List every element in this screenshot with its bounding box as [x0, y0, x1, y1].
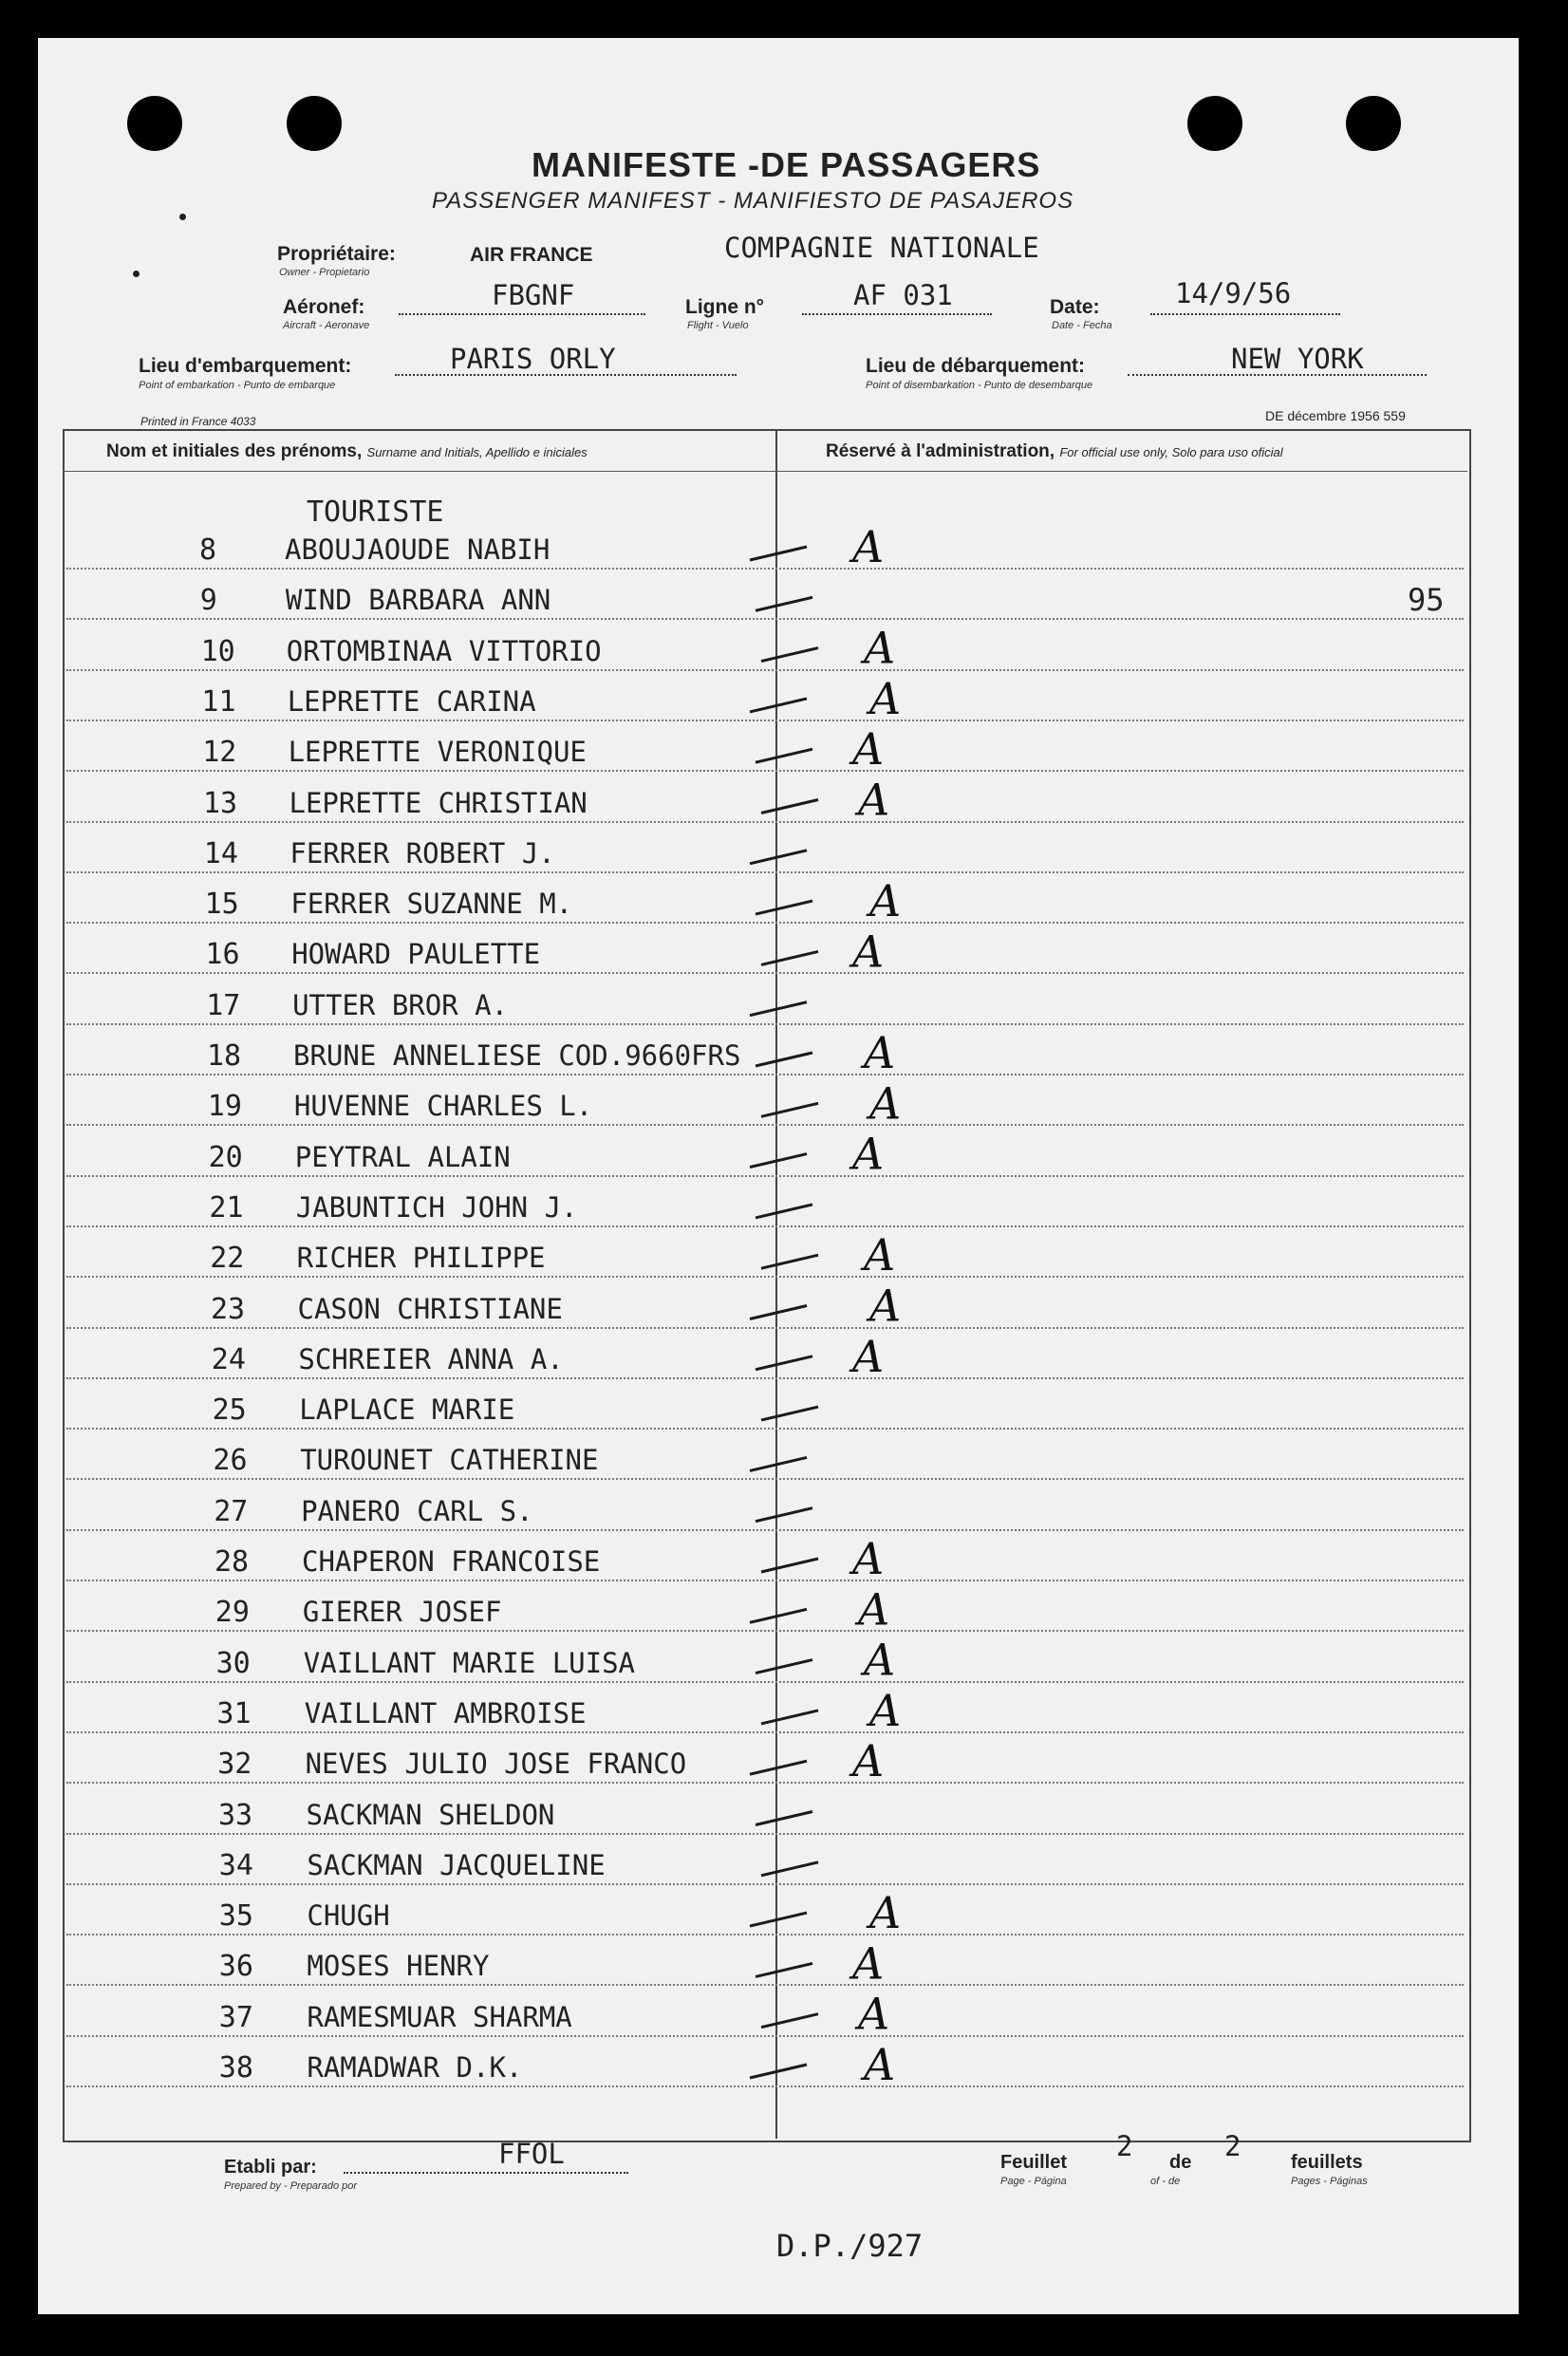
side-note: 95: [1408, 582, 1445, 618]
passenger-name: VAILLANT AMBROISE: [304, 1696, 587, 1730]
prepared-value: FFOL: [498, 2138, 565, 2170]
check-stroke: [756, 1963, 812, 1976]
admin-mark: A: [869, 875, 902, 927]
prepared-label: Etabli par:: [224, 2157, 317, 2178]
passenger-number: 16: [205, 938, 240, 972]
passenger-number: 25: [212, 1393, 247, 1428]
page-title: MANIFESTE -DE PASSAGERS: [532, 145, 1041, 184]
passenger-name: MOSES HENRY: [307, 1950, 490, 1983]
admin-mark: A: [852, 1533, 885, 1584]
aircraft-sublabel: Aircraft - Aeronave: [283, 320, 370, 331]
admin-mark: A: [869, 672, 902, 724]
check-stroke: [756, 1205, 812, 1218]
passenger-number: 11: [201, 684, 236, 719]
document-reference: D.P./927: [776, 2228, 924, 2264]
header-admin-label: Réservé à l'administration,: [826, 441, 1055, 461]
passenger-name: BRUNE ANNELIESE COD.9660FRS: [293, 1039, 741, 1072]
passenger-name: JABUNTICH JOHN J.: [295, 1190, 578, 1224]
admin-mark: A: [869, 1684, 902, 1736]
admin-mark: A: [864, 1229, 896, 1281]
check-stroke: [750, 1761, 807, 1774]
passenger-name: GIERER JOSEF: [302, 1596, 502, 1629]
passenger-number: 30: [215, 1646, 251, 1680]
passenger-name: FERRER ROBERT J.: [289, 836, 555, 869]
passenger-number: 13: [203, 786, 238, 820]
check-stroke: [761, 800, 818, 813]
admin-mark: A: [852, 723, 885, 776]
admin-mark: A: [852, 1128, 885, 1180]
passenger-number: 27: [214, 1494, 249, 1528]
check-stroke: [756, 749, 812, 762]
embarkation-value: PARIS ORLY: [450, 343, 616, 375]
passenger-name: ABOUJAOUDE NABIH: [285, 533, 551, 566]
passenger-number: 18: [207, 1039, 242, 1073]
passenger-name: CHAPERON FRANCOISE: [302, 1545, 601, 1578]
passenger-name: SCHREIER ANNA A.: [298, 1342, 564, 1375]
date-label: Date:: [1050, 296, 1100, 318]
check-stroke: [750, 1306, 807, 1319]
passenger-number: 34: [218, 1848, 253, 1882]
passenger-name: PANERO CARL S.: [301, 1494, 533, 1527]
admin-mark: A: [864, 2039, 896, 2090]
admin-mark: A: [852, 1937, 885, 1990]
passenger-number: 15: [204, 888, 239, 922]
of-sublabel: of - de: [1150, 2176, 1181, 2187]
sheets-sublabel: Pages - Páginas: [1291, 2176, 1368, 2187]
passenger-name: LEPRETTE VERONIQUE: [288, 736, 587, 769]
flight-sublabel: Flight - Vuelo: [687, 320, 749, 331]
admin-mark: A: [852, 1330, 885, 1382]
check-stroke: [750, 1002, 807, 1016]
admin-mark: A: [852, 1735, 885, 1787]
passenger-number: 22: [210, 1242, 245, 1276]
passenger-number: 10: [200, 634, 235, 668]
passenger-name: LEPRETTE CARINA: [287, 684, 536, 718]
passenger-number: 35: [218, 1899, 253, 1934]
passenger-name: RICHER PHILIPPE: [296, 1242, 546, 1275]
check-stroke: [761, 1103, 818, 1116]
check-stroke: [761, 2014, 818, 2028]
check-stroke: [750, 851, 807, 864]
check-stroke: [756, 1508, 812, 1522]
aircraft-label: Aéronef:: [283, 296, 365, 318]
passenger-name: WIND BARBARA ANN: [285, 584, 551, 617]
owner-sublabel: Owner - Propietario: [279, 267, 370, 278]
passenger-name: HOWARD PAULETTE: [291, 938, 541, 971]
passenger-number: 28: [215, 1545, 250, 1579]
header-name-sublabel: Surname and Initials, Apellido e iniciales: [366, 445, 588, 459]
sheet-label: Feuillet: [1000, 2152, 1068, 2173]
passenger-number: 33: [218, 1798, 253, 1832]
sheets-label: feuillets: [1291, 2152, 1363, 2173]
date-value: 14/9/56: [1175, 277, 1292, 309]
printed-note: Printed in France 4033: [140, 415, 256, 428]
admin-mark: A: [869, 1280, 902, 1332]
passenger-number: 17: [206, 988, 241, 1022]
passenger-number: 14: [203, 836, 238, 870]
passenger-name: UTTER BROR A.: [292, 988, 509, 1021]
check-stroke: [750, 1913, 807, 1926]
check-stroke: [761, 648, 818, 662]
admin-mark: A: [852, 521, 885, 572]
passenger-number: 32: [217, 1748, 252, 1782]
embarkation-sublabel: Point of embarkation - Punto de embarque: [139, 380, 336, 391]
passenger-name: ORTOMBINAA VITTORIO: [286, 634, 602, 667]
admin-mark: A: [852, 926, 885, 978]
passenger-name: PEYTRAL ALAIN: [294, 1140, 511, 1173]
passenger-number: 36: [218, 1950, 253, 1984]
header-name-label: Nom et initiales des prénoms,: [106, 441, 363, 461]
decree-note: DE décembre 1956 559: [1265, 408, 1406, 423]
passenger-number: 23: [211, 1292, 246, 1326]
disembarkation-label: Lieu de débarquement:: [866, 355, 1086, 377]
admin-mark: A: [869, 1077, 902, 1130]
passenger-number: 20: [208, 1140, 243, 1174]
prepared-underline: [344, 2172, 628, 2174]
admin-mark: A: [864, 1634, 896, 1686]
passenger-number: 21: [209, 1190, 244, 1225]
sheet-sublabel: Page - Página: [1000, 2176, 1067, 2187]
check-stroke: [750, 547, 807, 560]
passenger-number: 37: [218, 2000, 253, 2034]
check-stroke: [750, 1154, 807, 1168]
flight-value: AF 031: [853, 279, 953, 311]
check-stroke: [756, 1356, 812, 1370]
admin-mark: A: [858, 1988, 890, 2040]
check-stroke: [756, 1053, 812, 1066]
check-stroke: [761, 1711, 818, 1724]
passenger-number: 26: [213, 1444, 248, 1478]
passenger-number: 24: [211, 1342, 246, 1376]
aircraft-value: FBGNF: [492, 279, 575, 311]
check-stroke: [750, 2065, 807, 2078]
section-label: TOURISTE: [307, 496, 444, 529]
admin-mark: A: [858, 1583, 890, 1636]
passenger-name: RAMESMUAR SHARMA: [307, 2000, 572, 2033]
embarkation-label: Lieu d'embarquement:: [139, 355, 352, 377]
passenger-number: 12: [202, 736, 237, 770]
admin-mark: A: [858, 774, 890, 826]
sheet-number: 2: [1116, 2130, 1133, 2162]
passenger-number: 29: [215, 1596, 250, 1630]
check-stroke: [761, 951, 818, 964]
passenger-number: 31: [216, 1696, 252, 1730]
check-stroke: [761, 1255, 818, 1268]
header-admin-sublabel: For official use only, Solo para uso oficial: [1059, 445, 1283, 459]
passenger-name: SACKMAN JACQUELINE: [307, 1848, 606, 1881]
passenger-name: VAILLANT MARIE LUISA: [303, 1646, 635, 1679]
admin-mark: A: [864, 622, 896, 674]
check-stroke: [750, 699, 807, 712]
passenger-number: 19: [207, 1090, 242, 1124]
passenger-name: SACKMAN SHELDON: [306, 1798, 555, 1831]
passenger-number: 38: [218, 2051, 253, 2085]
check-stroke: [750, 1457, 807, 1470]
disembarkation-sublabel: Point of disembarkation - Punto de desembarque: [866, 380, 1093, 391]
passenger-name: RAMADWAR D.K.: [307, 2051, 523, 2084]
check-stroke: [761, 1407, 818, 1420]
passenger-name: HUVENNE CHARLES L.: [293, 1090, 593, 1123]
flight-label: Ligne n°: [685, 296, 765, 318]
passenger-name: LAPLACE MARIE: [299, 1393, 515, 1427]
passenger-name: TUROUNET CATHERINE: [300, 1444, 599, 1477]
check-stroke: [750, 1609, 807, 1622]
check-stroke: [756, 597, 812, 610]
owner-handwritten: COMPAGNIE NATIONALE: [724, 232, 1039, 264]
passenger-name: NEVES JULIO JOSE FRANCO: [305, 1748, 687, 1781]
check-stroke: [761, 1862, 818, 1876]
owner-value: AIR FRANCE: [470, 244, 593, 266]
disembarkation-value: NEW YORK: [1231, 343, 1364, 375]
page-subtitle: PASSENGER MANIFEST - MANIFIESTO DE PASAJEROS: [432, 188, 1074, 214]
check-stroke: [756, 1812, 812, 1825]
check-stroke: [756, 1660, 812, 1674]
date-sublabel: Date - Fecha: [1052, 320, 1112, 331]
passenger-number: 9: [199, 584, 217, 618]
of-label: de: [1169, 2152, 1192, 2173]
admin-mark: A: [869, 1887, 902, 1939]
passenger-name: LEPRETTE CHRISTIAN: [289, 786, 588, 819]
check-stroke: [761, 1559, 818, 1572]
passenger-name: CHUGH: [307, 1899, 390, 1933]
passenger-number: 8: [199, 533, 217, 567]
owner-label: Propriétaire:: [277, 243, 396, 265]
passenger-name: FERRER SUZANNE M.: [290, 888, 573, 921]
check-stroke: [756, 901, 812, 914]
prepared-sublabel: Prepared by - Preparado por: [224, 2180, 358, 2192]
of-number: 2: [1224, 2130, 1241, 2162]
admin-mark: A: [864, 1027, 896, 1078]
passenger-name: CASON CHRISTIANE: [297, 1292, 563, 1325]
